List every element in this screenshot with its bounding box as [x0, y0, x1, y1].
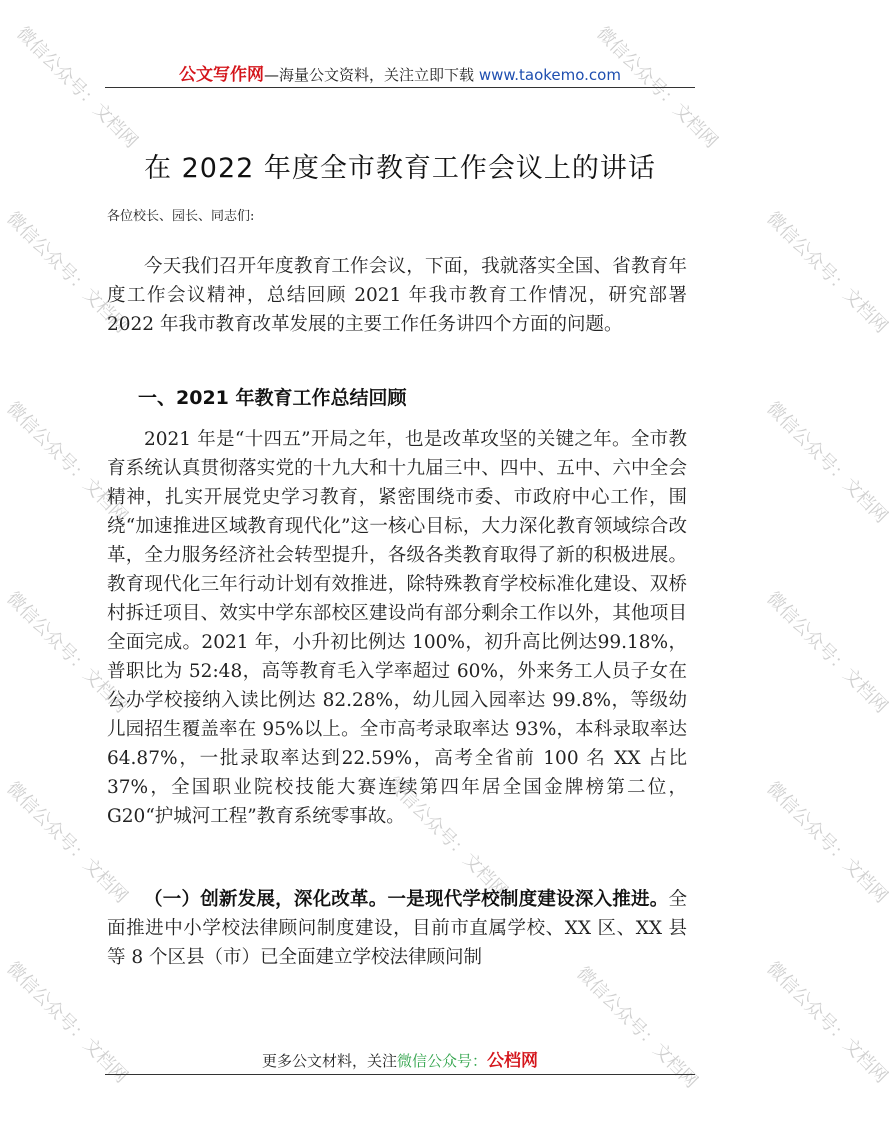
footer-divider	[105, 1074, 695, 1075]
watermark: 微信公众号：文档网	[2, 207, 132, 338]
subsection-text: 全面推进中小学校法律顾问制度建设，目前市直属学校、XX 区、XX 县等 8 个区县（市）已全面建立学校法律顾问制	[107, 889, 687, 968]
watermark: 微信公众号：文档网	[2, 957, 132, 1088]
footer-wechat: 微信公众号：	[397, 1052, 488, 1070]
watermark: 微信公众号：文档网	[762, 397, 892, 528]
page-header	[105, 60, 695, 86]
watermark: 微信公众号：文档网	[2, 777, 132, 908]
watermark: 微信公众号：文档网	[572, 962, 702, 1093]
header-divider	[105, 87, 695, 88]
intro-paragraph: 今天我们召开年度教育工作会议，下面，我就落实全国、省教育年度工作会议精神，总结回顾 2021 年我市教育工作情况，研究部署 2022 年我市教育改革发展的主要工作任务讲四个方面的问题。	[107, 256, 687, 335]
page-footer	[105, 1046, 695, 1071]
subsection-heading: （一）创新发展，深化改革。一是现代学校制度建设深入推进。	[144, 889, 669, 910]
watermark: 微信公众号：文档网	[762, 587, 892, 718]
watermark: 微信公众号：文档网	[12, 22, 142, 153]
watermark: 微信公众号：文档网	[592, 22, 722, 153]
watermark: 微信公众号：文档网	[2, 587, 132, 718]
footer-brand: 公档网	[487, 1051, 539, 1071]
watermark: 微信公众号：文档网	[2, 397, 132, 528]
watermark: 微信公众号：文档网	[762, 777, 892, 908]
watermark: 微信公众号：文档网	[762, 957, 892, 1088]
section-heading: 一、2021 年教育工作总结回顾	[138, 387, 407, 409]
header-brand: 公文写作网	[179, 65, 265, 85]
salutation: 各位校长、园长、同志们:	[107, 209, 255, 224]
footer-prefix: 更多公文材料，关注	[261, 1052, 397, 1070]
document-title: 在 2022 年度全市教育工作会议上的讲话	[144, 153, 656, 184]
header-url-link[interactable]: www.taokemo.com	[478, 66, 621, 84]
watermark: 微信公众号：文档网	[762, 207, 892, 338]
watermark: 微信公众号：文档网	[382, 772, 512, 903]
subsection-paragraph	[107, 885, 687, 972]
summary-paragraph: 2021 年是“十四五”开局之年，也是改革攻坚的关键之年。全市教育系统认真贯彻落实党的十九大和十九届三中、四中、五中、六中全会精神，扎实开展党史学习教育，紧密围绕市委、市政府中心工作，围绕“加速推进区域教育现代化”这一核心目标，大力深化教育领域综合改革，全力服务经济社会转型提升，各级各类教育取得了新的积极进展。教育现代化三年行动计划有效推进，除特殊教育学校标准化建设、双桥村拆迁项目、效实中学东部校区建设尚有部分剩余工作以外，其他项目全面完成。2021 年，小升初比例达 100%，初升高比例达99.18%，普职比为 52:48，高等教育毛入学率超过 60%，外来务工人员子女在公办学校接纳入读比例达 82.28%，幼儿园入园率达 99.8%，等级幼儿园招生覆盖率在 95%以上。全市高考录取率达 93%，本科录取率达 64.87%，一批录取率达到22.59%，高考全省前 100 名 XX 占比 37%，全国职业院校技能大赛连续第四年居全国金牌榜第二位，G20“护城河工程”教育系统零事故。	[107, 429, 687, 827]
header-tagline: —海量公文资料，关注立即下载	[264, 66, 479, 84]
